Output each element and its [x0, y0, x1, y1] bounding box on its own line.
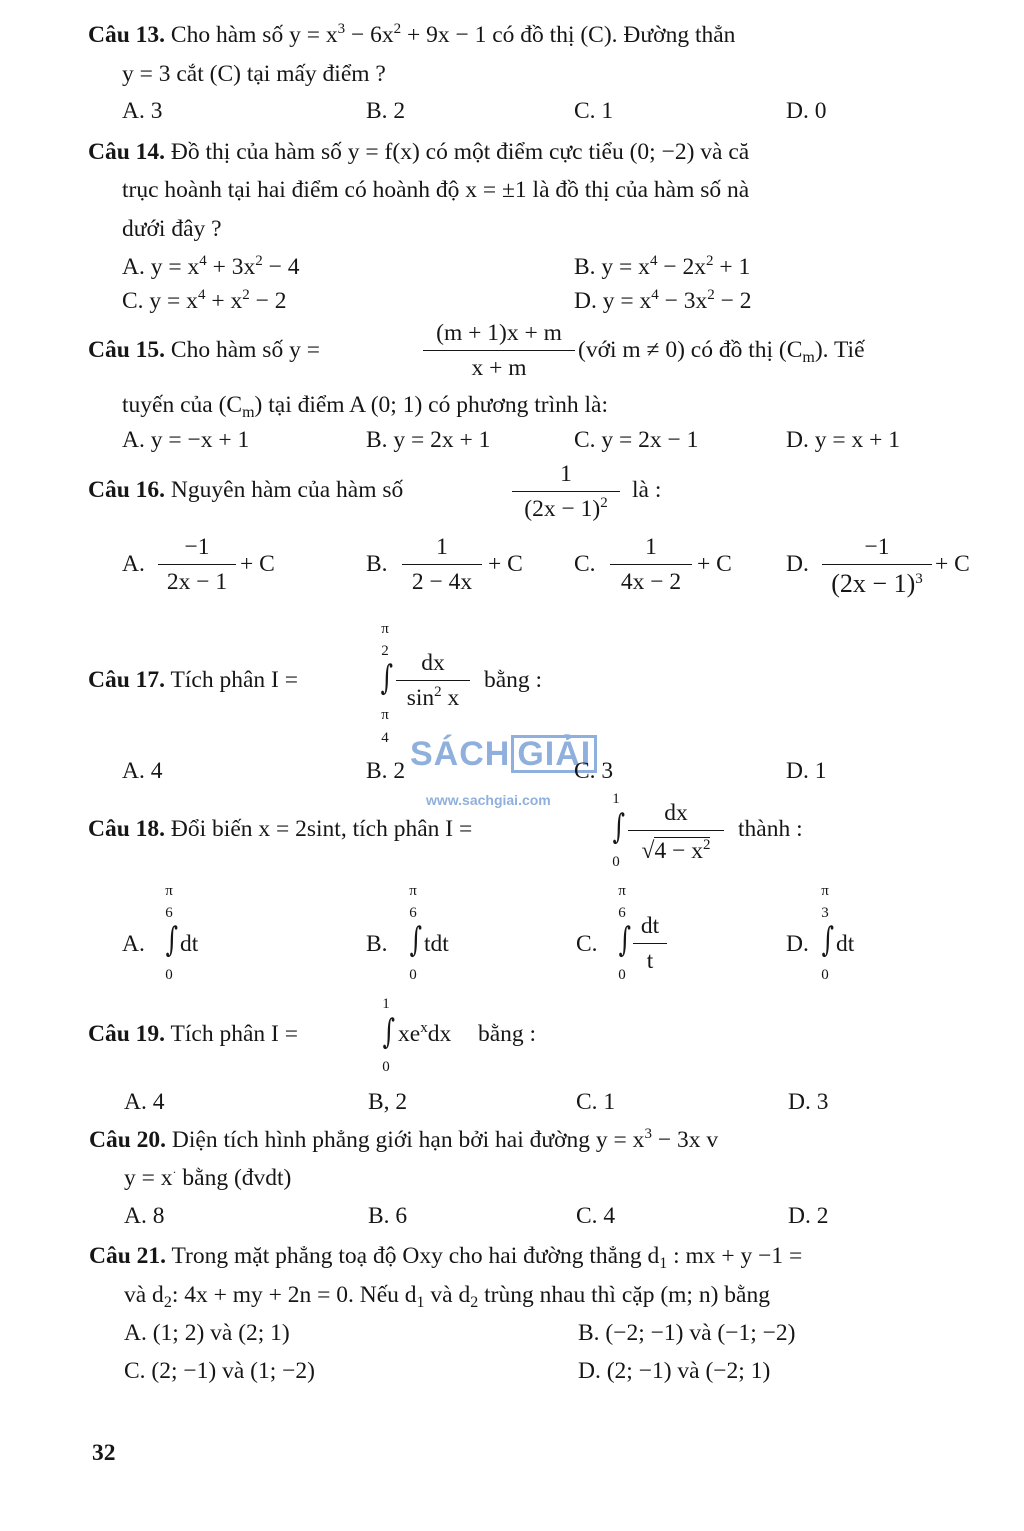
- question-13-line-2: y = 3 cắt (C) tại mấy điểm ?: [122, 61, 386, 87]
- question-21-option-b: B. (−2; −1) và (−1; −2): [578, 1320, 796, 1346]
- question-16-option-c-fraction: $\frac{1}{4x - 2}$: [610, 536, 692, 594]
- question-18-upper-limit: 1: [612, 791, 620, 807]
- question-17-suffix: bằng :: [484, 667, 543, 693]
- integral-sign: ∫: [165, 920, 179, 960]
- question-14-label: Câu 14.: [88, 139, 166, 165]
- question-18-suffix: thành :: [738, 816, 803, 842]
- question-15-option-b: B. y = 2x + 1: [366, 427, 491, 453]
- question-16-option-c-label: C.: [574, 551, 596, 577]
- question-18-option-d-label: D.: [786, 931, 809, 957]
- question-19-option-b: B, 2: [368, 1089, 408, 1115]
- question-16-option-b-tail: + C: [488, 551, 523, 577]
- question-17-option-d: D. 1: [786, 758, 827, 784]
- question-21-option-d: D. (2; −1) và (−2; 1): [578, 1358, 771, 1384]
- question-13-option-a: A. 3: [122, 98, 163, 124]
- question-16-suffix: là :: [632, 477, 662, 503]
- question-21-label: Câu 21.: [89, 1243, 167, 1269]
- question-14-option-b: B. $y = x^4 - 2x^2 + 1$: [574, 253, 751, 280]
- integral-sign: ∫: [821, 920, 835, 960]
- question-18-label: Câu 18.: [88, 816, 166, 842]
- question-18-option-c-label: C.: [576, 931, 598, 957]
- question-19-prefix: Câu 19. Tích phân I =: [88, 1021, 298, 1047]
- question-18-option-b-body: tdt: [424, 931, 449, 957]
- question-14-line-2: trục hoành tại hai điểm có hoành độ x = ±1 là đồ thị của hàm số nà: [122, 177, 750, 203]
- question-17-upper-limit-bottom: 2: [381, 643, 389, 659]
- question-14-line-1: Câu 14. Đồ thị của hàm số y = f(x) có một điểm cực tiểu (0; −2) và că: [88, 139, 750, 165]
- question-18-option-d-body: dt: [836, 931, 855, 957]
- question-13-line-1: Câu 13. Cho hàm số $y = x^3 - 6x^2 + 9x - 1$ có đồ thị (C). Đường thẳn: [88, 21, 736, 48]
- question-19-integrand: $xe^xdx$: [398, 1020, 452, 1047]
- question-17-lower-limit-bottom: 4: [381, 730, 389, 746]
- question-15-label: Câu 15.: [88, 337, 166, 363]
- question-17-label: Câu 17.: [88, 667, 166, 693]
- question-15-option-a: A. y = −x + 1: [122, 427, 250, 453]
- question-21-line-2: và $d_2$: 4x + my + 2n = 0. Nếu $d_1$ và $d_2$ trùng nhau thì cặp (m; n) bằng: [124, 1282, 770, 1311]
- question-18-lower-limit: 0: [612, 854, 620, 870]
- question-14-option-c: C. $y = x^4 + x^2 - 2$: [122, 287, 287, 314]
- question-20-option-b: B. 6: [368, 1203, 408, 1229]
- question-21-line-1: Câu 21. Trong mặt phẳng toạ độ Oxy cho hai đường thẳng $d_1$ : mx + y −1 =: [89, 1243, 803, 1272]
- question-17-upper-limit-top: π: [381, 621, 389, 637]
- question-17-option-a: A. 4: [122, 758, 163, 784]
- question-18-prefix: Câu 18. Đổi biến x = 2sint, tích phân I =: [88, 816, 473, 842]
- page-number: 32: [92, 1440, 116, 1466]
- question-20-option-a: A. 8: [124, 1203, 165, 1229]
- question-13-option-d: D. 0: [786, 98, 827, 124]
- question-20-option-c: C. 4: [576, 1203, 616, 1229]
- question-18-option-b-label: B.: [366, 931, 388, 957]
- question-15-option-d: D. y = x + 1: [786, 427, 900, 453]
- question-20-line-1: Câu 20. Diện tích hình phẳng giới hạn bởi hai đường $y = x^3 - 3x$ v: [89, 1126, 719, 1153]
- question-14-option-d: D. $y = x^4 - 3x^2 - 2$: [574, 287, 752, 314]
- question-16-option-b-label: B.: [366, 551, 388, 577]
- question-21-option-a: A. (1; 2) và (2; 1): [124, 1320, 290, 1346]
- question-19-label: Câu 19.: [88, 1021, 166, 1047]
- integral-sign: ∫: [382, 1012, 396, 1052]
- question-13-option-b: B. 2: [366, 98, 406, 124]
- question-19-option-a: A. 4: [124, 1089, 165, 1115]
- question-15-line-1-suffix: (với m ≠ 0) có đồ thị $(C_m)$. Tiế: [578, 337, 865, 366]
- question-16-fraction: $\frac{1}{(2x - 1)^2}$: [512, 463, 620, 521]
- question-20-line-2: y = x· bằng (đvdt): [124, 1165, 292, 1191]
- question-19-option-d: D. 3: [788, 1089, 829, 1115]
- watermark-url: www.sachgiai.com: [426, 792, 551, 808]
- question-19-option-c: C. 1: [576, 1089, 616, 1115]
- question-16-option-d-tail: + C: [935, 551, 970, 577]
- question-17-option-c: C. 3: [574, 758, 614, 784]
- integral-sign: ∫: [409, 920, 423, 960]
- question-15-line-2: tuyến của $(C_m)$ tại điểm A (0; 1) có phương trình là:: [122, 392, 608, 421]
- question-13-label: Câu 13.: [88, 22, 166, 48]
- textbook-page: Câu 13. Cho hàm số $y = x^3 - 6x^2 + 9x - 1$ có đồ thị (C). Đường thẳn y = 3 cắt (C) tại mấy điểm ? A. 3 B. 2 C. 1 D. 0 Câu 14. Đồ thị của hàm số y = f(x) có một điểm cực tiểu (0; −2) và că trục hoành tại hai điểm có hoành độ x = ±1 là đồ thị của hàm số nà dưới đây ? A. $y = x^4 + 3x^2 - 4$ B. $y = x^4 - 2x^2 + 1$ C. $y = x^4 + x^2 - 2$ D. $y = x^4 - 3x^2 - 2$ Câu 15. Cho hàm số y = $\frac{(m + 1)x + m}{x + m}$ (với m ≠ 0) có đồ thị $(C_m)$. Tiế tuyến của $(C_m)$ tại điểm A (0; 1) có phương trình là: A. y = −x + 1 B. y = 2x + 1 C. y = 2x − 1 D. y = x + 1 Câu 16. Nguyên hàm của hàm số $\frac{1}{(2x - 1)^2}$ là : A. $\frac{-1}{2x - 1}$ + C B. $\frac{1}{2 - 4x}$ + C C. $\frac{1}{4x - 2}$ + C D. $\frac{-1}{(2x - 1)^3}$ + C Câu 17. Tích phân I = π 2 ∫ π 4 $\frac{dx}{\sin^2 x}$ bằng : SÁCH GIẢI www.sachgiai.com A. 4 B. 2 C. 3 D. 1 Câu 18. Đổi biến x = 2sint, tích phân I = 1 ∫ 0 $\frac{dx}{√4 - x^2}$ thành : A. π 6 ∫ 0 dt B. π 6 ∫ 0 tdt C. π 6 ∫ 0 $\frac{dt}{t}$ D. π 3 ∫ 0 dt Câu 19. Tích phân I = 1 ∫ 0 $xe^xdx$ bằng : A. 4 B, 2 C. 1 D. 3 Câu 20. Diện tích hình phẳng giới hạn bởi hai đường $y = x^3 - 3x$ v y = x· bằng (đvdt) A. 8 B. 6 C. 4 D. 2 Câu 21. Trong mặt phẳng toạ độ Oxy cho hai đường thẳng $d_1$ : mx + y −1 = và $d_2$: 4x + my + 2n = 0. Nếu $d_1$ và $d_2$ trùng nhau thì cặp (m; n) bằng A. (1; 2) và (2; 1) B. (−2; −1) và (−1; −2) C. (2; −1) và (1; −2) D. (2; −1) và (−2; 1) 32: [88, 21, 970, 1466]
- question-16-option-b-fraction: $\frac{1}{2 - 4x}$: [402, 536, 482, 594]
- question-19-suffix: bằng :: [478, 1021, 537, 1047]
- question-13-option-c: C. 1: [574, 98, 614, 124]
- question-15-line-1-prefix: Câu 15. Cho hàm số y =: [88, 337, 320, 363]
- question-15-option-c: C. y = 2x − 1: [574, 427, 699, 453]
- question-17-fraction: $\frac{dx}{\sin^2 x}$: [396, 652, 470, 710]
- question-16-label: Câu 16.: [88, 477, 166, 503]
- question-21-option-c: C. (2; −1) và (1; −2): [124, 1358, 315, 1384]
- question-16-prefix: Câu 16. Nguyên hàm của hàm số: [88, 477, 404, 503]
- integral-sign: ∫: [380, 658, 394, 698]
- question-17-option-b: B. 2: [366, 758, 406, 784]
- question-16-option-d-label: D.: [786, 551, 809, 577]
- integral-sign: ∫: [618, 920, 632, 960]
- question-19-lower-limit: 0: [382, 1059, 390, 1075]
- question-14-line-3: dưới đây ?: [122, 216, 222, 242]
- question-18-option-a-body: dt: [180, 931, 199, 957]
- question-17-lower-limit-top: π: [381, 707, 389, 723]
- question-20-label: Câu 20.: [89, 1127, 167, 1153]
- question-19-upper-limit: 1: [382, 996, 390, 1012]
- question-20-option-d: D. 2: [788, 1203, 829, 1229]
- question-16-option-a-tail: + C: [240, 551, 275, 577]
- question-18-option-a-label: A.: [122, 931, 145, 957]
- integral-sign: ∫: [612, 807, 626, 847]
- watermark-logo: SÁCH GIẢI: [410, 735, 598, 773]
- question-16-option-a-label: A.: [122, 551, 145, 577]
- question-14-option-a: A. $y = x^4 + 3x^2 - 4$: [122, 253, 300, 280]
- question-18-option-c-fraction: $\frac{dt}{t}$: [633, 915, 667, 973]
- question-17-prefix: Câu 17. Tích phân I =: [88, 667, 298, 693]
- question-15-fraction: $\frac{(m + 1)x + m}{x + m}$: [423, 322, 575, 380]
- question-16-option-a-fraction: $\frac{-1}{2x - 1}$: [158, 536, 236, 594]
- question-16-option-c-tail: + C: [697, 551, 732, 577]
- question-18-fraction: $\frac{dx}{√4 - x^2}$: [628, 802, 724, 863]
- question-16-option-d-fraction: $\frac{-1}{(2x - 1)^3}$: [822, 536, 932, 597]
